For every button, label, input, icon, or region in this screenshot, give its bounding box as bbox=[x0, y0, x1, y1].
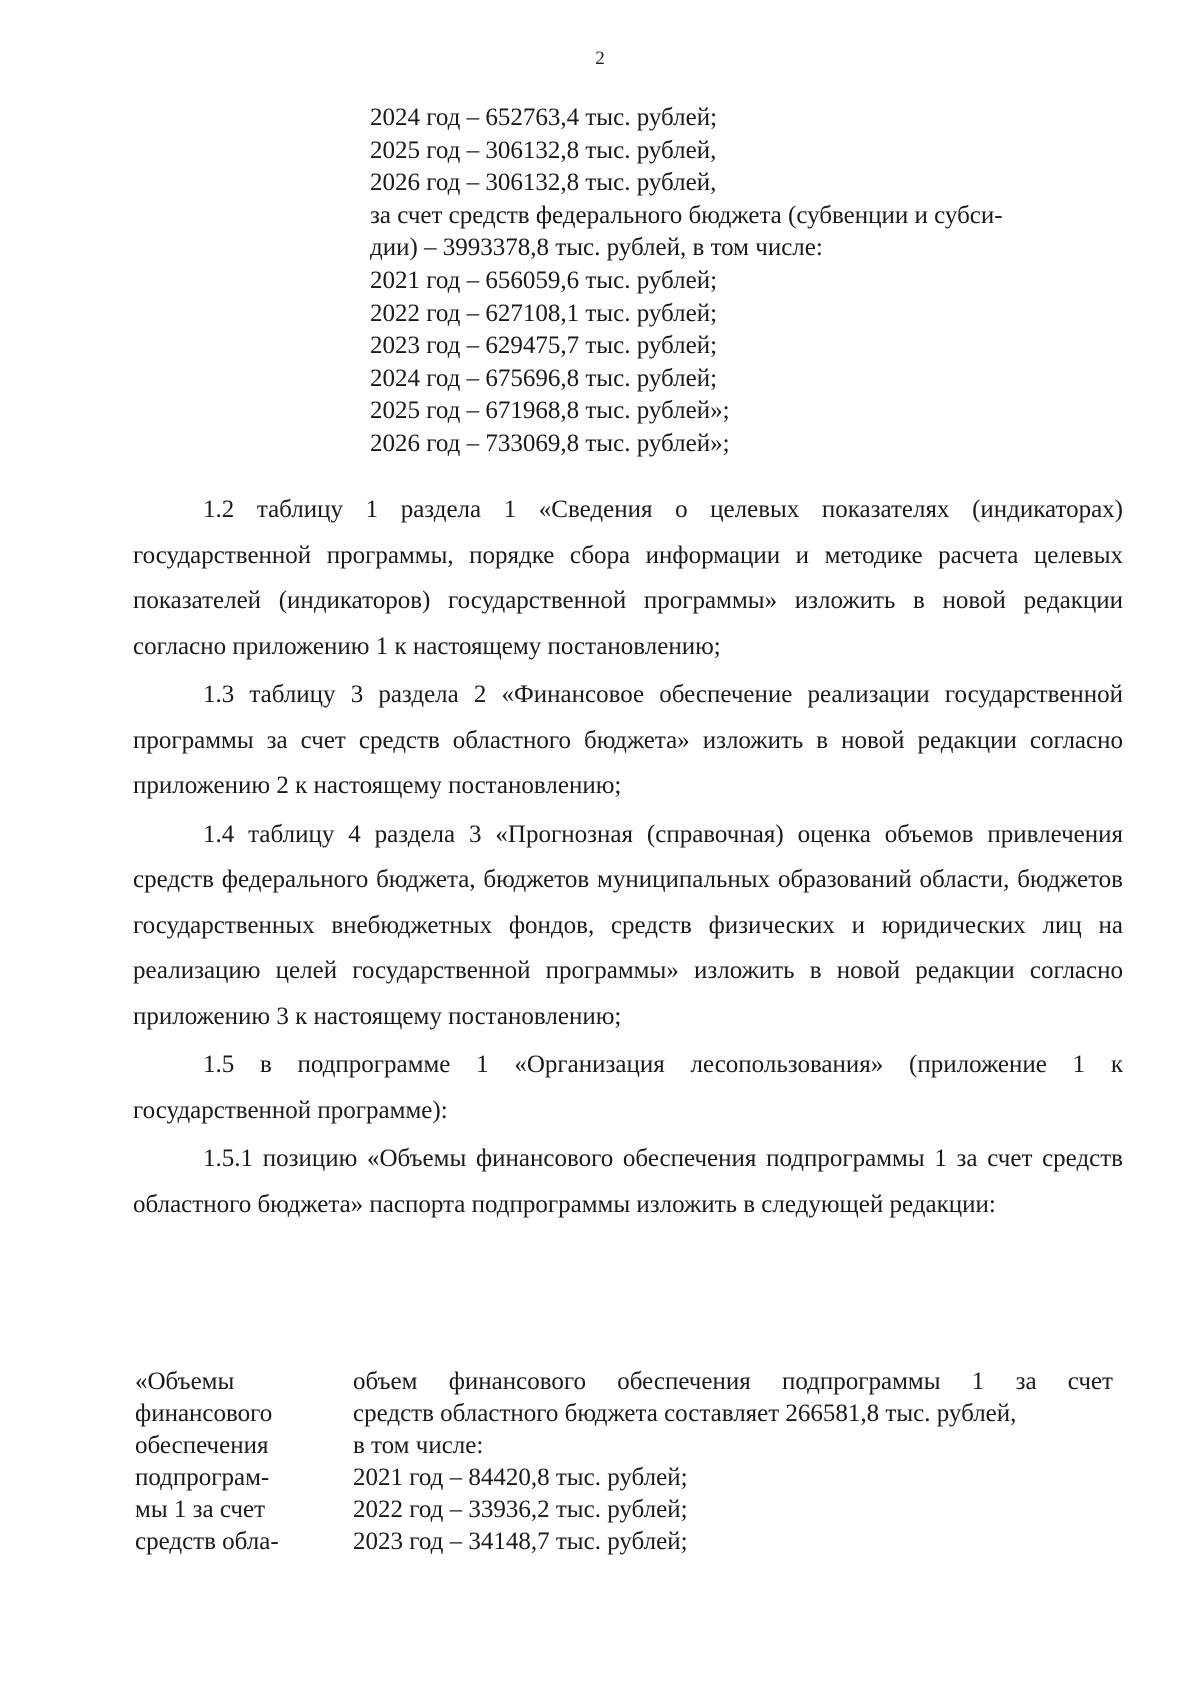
paragraph-1-3: 1.3 таблицу 3 раздела 2 «Финансовое обеспечение реализации государственной программы за счет средств областного бюджета» изложить в новой редакции согласно приложению 2 к настоящему постановлению; bbox=[133, 681, 1123, 799]
funding-line: 2025 год – 671968,8 тыс. рублей»; bbox=[370, 397, 730, 425]
funding-line: 2026 год – 733069,8 тыс. рублей»; bbox=[370, 429, 730, 457]
funding-line: 2024 год – 652763,4 тыс. рублей; bbox=[370, 104, 718, 131]
funding-line: 2025 год – 306132,8 тыс. рублей, bbox=[370, 136, 717, 164]
funding-list-continuation bbox=[370, 102, 1130, 461]
funding-line: дии) – 3993378,8 тыс. рублей, в том числе: bbox=[370, 234, 823, 262]
position-title-line: обеспечения bbox=[135, 1432, 269, 1459]
document-body bbox=[133, 487, 1123, 1230]
position-value-line: 2022 год – 33936,2 тыс. рублей; bbox=[353, 1496, 688, 1523]
position-value-line: в том числе: bbox=[353, 1432, 484, 1459]
paragraph-1-2: 1.2 таблицу 1 раздела 1 «Сведения о целевых показателях (индикаторах) государственной программы, порядке сбора информации и методике расчета целевых показателей (индикаторов) государственной программы» изложить в новой редакции согласно приложению 1 к настоящему постановлению; bbox=[133, 496, 1123, 660]
position-title-line: средств обла- bbox=[135, 1528, 279, 1555]
position-title-column bbox=[135, 1366, 355, 1558]
position-title-line: мы 1 за счет bbox=[135, 1496, 266, 1523]
position-value-column bbox=[353, 1366, 1113, 1558]
passport-position-table bbox=[135, 1366, 1125, 1558]
position-value-line: 2021 год – 84420,8 тыс. рублей; bbox=[353, 1464, 688, 1491]
paragraph-1-5: 1.5 в подпрограмме 1 «Организация лесопользования» (приложение 1 к государственной программе): bbox=[133, 1051, 1123, 1124]
page-number: 2 bbox=[595, 48, 605, 69]
position-value-line: 2023 год – 34148,7 тыс. рублей; bbox=[353, 1528, 688, 1555]
paragraph-1-5-1: 1.5.1 позицию «Объемы финансового обеспечения подпрограммы 1 за счет средств областного бюджета» паспорта подпрограммы изложить в следующей редакции: bbox=[133, 1145, 1123, 1218]
position-value-line: средств областного бюджета составляет 266581,8 тыс. рублей, bbox=[353, 1400, 1017, 1427]
funding-line: 2021 год – 656059,6 тыс. рублей; bbox=[370, 266, 718, 294]
funding-line: 2022 год – 627108,1 тыс. рублей; bbox=[370, 299, 718, 327]
funding-line: 2023 год – 629475,7 тыс. рублей; bbox=[370, 332, 718, 360]
position-title-line: финансового bbox=[135, 1400, 273, 1427]
funding-line: за счет средств федерального бюджета (субвенции и субси- bbox=[370, 201, 1003, 229]
funding-line: 2026 год – 306132,8 тыс. рублей, bbox=[370, 169, 717, 197]
paragraph-1-4: 1.4 таблицу 4 раздела 3 «Прогнозная (справочная) оценка объемов привлечения средств федерального бюджета, бюджетов муниципальных образований области, бюджетов государственных внебюджетных фондов, средств физических и юридических лиц на реализацию целей государственной программы» изложить в новой редакции согласно приложению 3 к настоящему постановлению; bbox=[133, 820, 1123, 1030]
position-value-line: объем финансового обеспечения подпрограммы 1 за счет bbox=[353, 1368, 1113, 1395]
position-title-line: подпрограм- bbox=[135, 1464, 270, 1491]
funding-line: 2024 год – 675696,8 тыс. рублей; bbox=[370, 364, 718, 392]
position-title-line: «Объемы bbox=[135, 1368, 235, 1395]
